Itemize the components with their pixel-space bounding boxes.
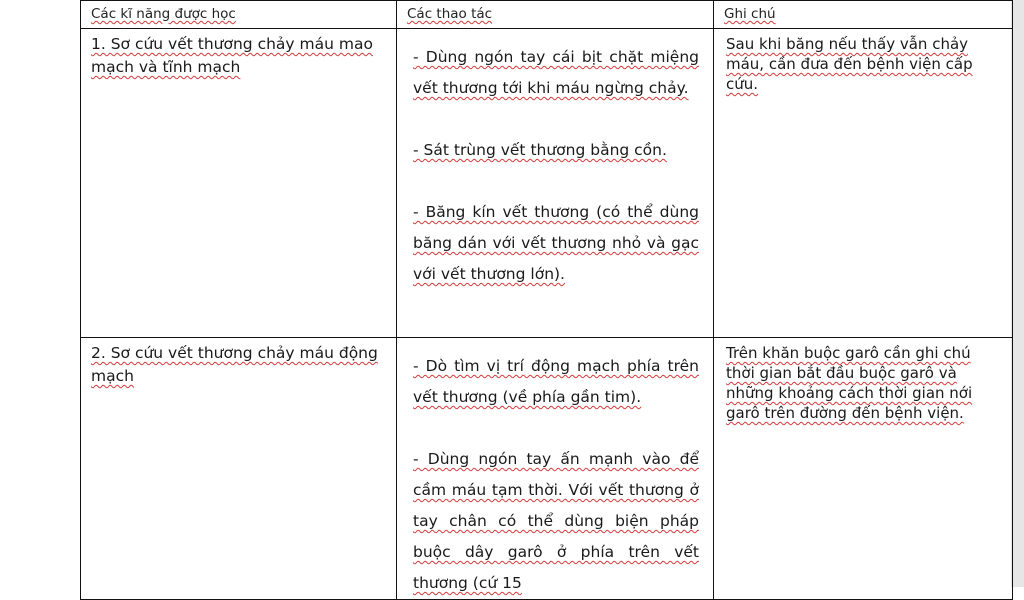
action-step: - Dùng ngón tay cái bịt chặt miệng vết thương tới khi máu ngừng chảy. bbox=[413, 48, 699, 97]
left-page-margin bbox=[0, 0, 80, 587]
note-cell bbox=[714, 338, 1013, 600]
skill-cell bbox=[81, 338, 397, 600]
table-row bbox=[81, 29, 1013, 338]
note-text: Sau khi băng nếu thấy vẫn chảy máu, cần đưa đến bệnh viện cấp cứu. bbox=[726, 35, 973, 93]
first-aid-skills-table bbox=[80, 0, 1013, 600]
table-header-row bbox=[81, 1, 1013, 29]
skill-text: 2. Sơ cứu vết thương chảy máu động mạch bbox=[91, 344, 378, 385]
action-step: - Dùng ngón tay ấn mạnh vào để cầm máu tạm thời. Với vết thương ở tay chân có thể dùng biện pháp buộc dây garô ở phía trên vết thương (cứ 15 bbox=[413, 450, 699, 592]
header-skills: Các kĩ năng được học bbox=[81, 1, 397, 29]
actions-cell bbox=[397, 338, 714, 600]
action-step: - Dò tìm vị trí động mạch phía trên vết thương (về phía gần tim). bbox=[413, 357, 699, 406]
skill-text: 1. Sơ cứu vết thương chảy máu mao mạch và tĩnh mạch bbox=[91, 35, 373, 76]
action-step: - Sát trùng vết thương bằng cồn. bbox=[413, 141, 667, 159]
note-cell bbox=[714, 29, 1013, 338]
header-notes: Ghi chú bbox=[714, 1, 1013, 29]
note-text: Trên khăn buộc garô cần ghi chú thời gian bắt đầu buộc garô và những khoảng cách thời gian nới garô trên đường đến bệnh viện. bbox=[726, 344, 973, 422]
action-step: - Băng kín vết thương (có thể dùng băng dán với vết thương nhỏ và gạc với vết thương lớn). bbox=[413, 203, 699, 283]
skill-cell bbox=[81, 29, 397, 338]
actions-cell bbox=[397, 29, 714, 338]
header-actions: Các thao tác bbox=[397, 1, 714, 29]
table-row bbox=[81, 338, 1013, 600]
